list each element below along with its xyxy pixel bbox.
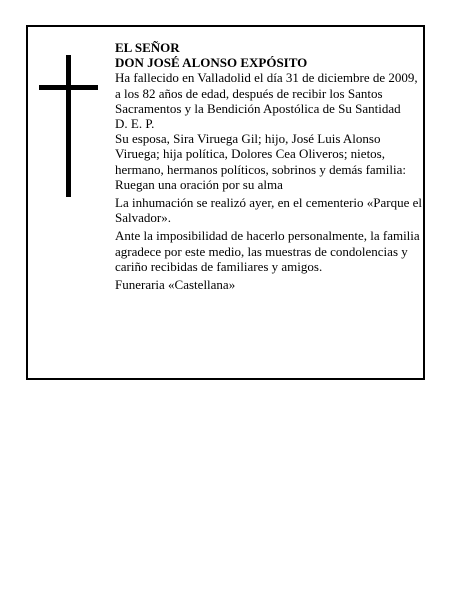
burial-info: La inhumación se realizó ayer, en el cementerio «Parque el Salvador». [115, 195, 423, 226]
title-line-1: EL SEÑOR [115, 40, 180, 55]
thanks-message: Ante la imposibilidad de hacerlo personalmente, la familia agradece por este medio, las muestras de condolencias y cariño recibidas de familiares y amigos. [115, 228, 420, 274]
notice-text [115, 40, 425, 295]
family-list: Su esposa, Sira Viruega Gil; hijo, José Luis Alonso Viruega; hija política, Dolores Cea Oliveros; nietos, hermano, hermanos políticos, sobrinos y demás familia: [115, 131, 406, 177]
death-announcement: Ha fallecido en Valladolid el día 31 de diciembre de 2009, a los 82 años de edad, después de recibir los Santos Sacramentos y la Bendición Apostólica de Su Santidad [115, 70, 418, 116]
cross-vertical-bar [66, 55, 71, 197]
prayer-request: Ruegan una oración por su alma [115, 176, 283, 192]
dep-line: D. E. P. [115, 116, 155, 132]
funeral-home: Funeraria «Castellana» [115, 277, 236, 293]
title-line-2: DON JOSÉ ALONSO EXPÓSITO [115, 55, 308, 71]
cross-horizontal-bar [39, 85, 98, 90]
notice-heading [115, 40, 425, 70]
obituary-notice [26, 25, 425, 380]
